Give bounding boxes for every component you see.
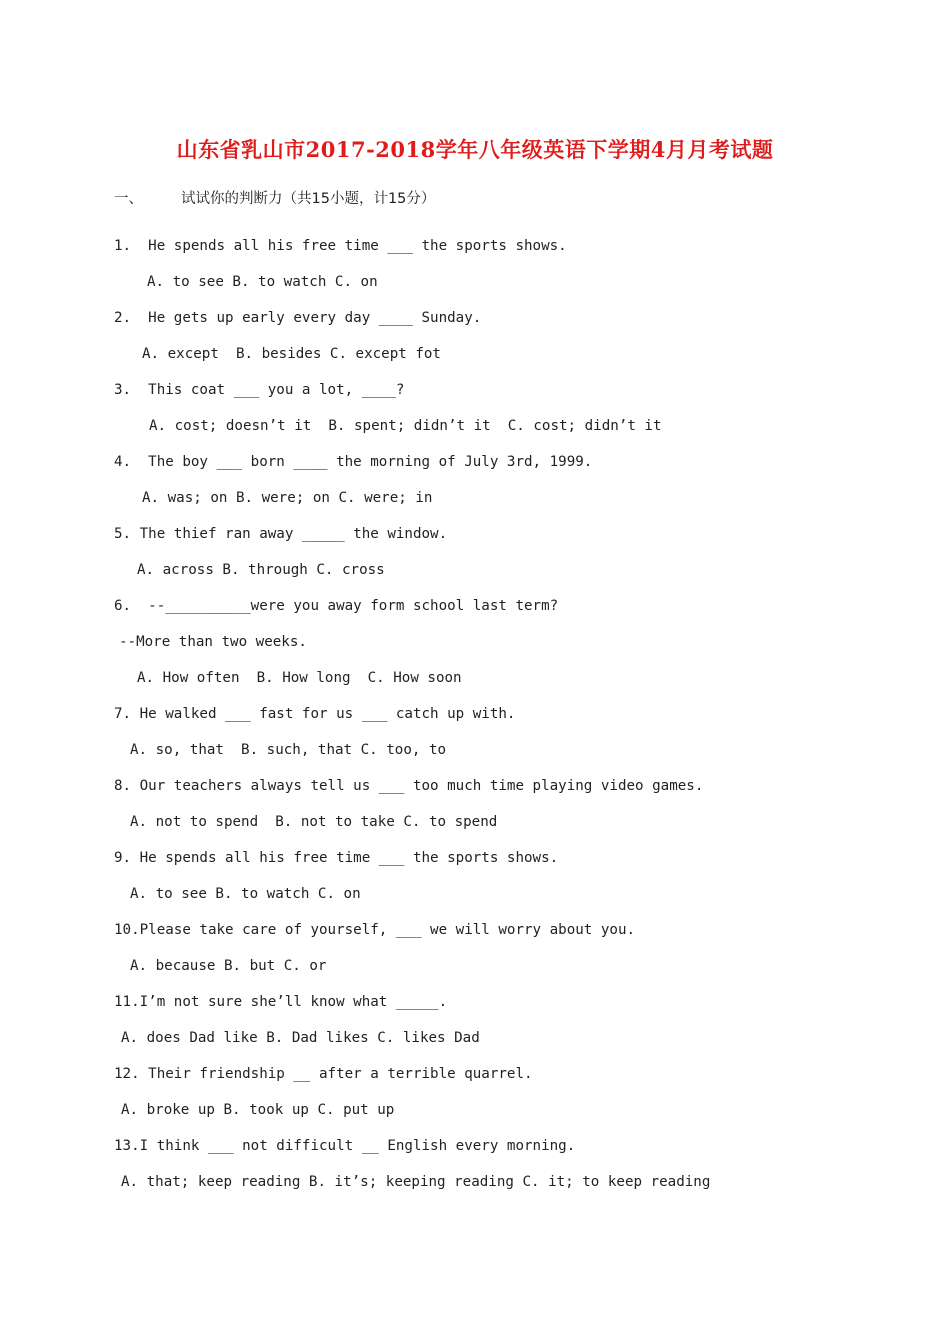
question-4: 4. The boy ___ born ____ the morning of July 3rd, 1999. bbox=[114, 454, 593, 470]
section-header bbox=[114, 187, 435, 208]
question-5: 5. The thief ran away _____ the window. bbox=[114, 526, 448, 542]
question-11: 11.I’m not sure she’ll know what _____. bbox=[114, 994, 448, 1010]
section-heading: 试试你的判断力（共15小题，计15分） bbox=[181, 191, 436, 207]
section-number: 一、 bbox=[114, 191, 143, 207]
question-12: 12. Their friendship __ after a terrible quarrel. bbox=[114, 1066, 533, 1082]
question-7: 7. He walked ___ fast for us ___ catch up with. bbox=[114, 706, 516, 722]
question-8: 8. Our teachers always tell us ___ too much time playing video games. bbox=[114, 778, 704, 794]
options-9: A. to see B. to watch C. on bbox=[130, 886, 361, 902]
options-13: A. that; keep reading B. it’s; keeping reading C. it; to keep reading bbox=[121, 1174, 711, 1190]
options-11: A. does Dad like B. Dad likes C. likes Dad bbox=[121, 1030, 480, 1046]
page-title: 山东省乳山市2017-2018学年八年级英语下学期4月月考试题 bbox=[176, 137, 774, 162]
question-13: 13.I think ___ not difficult __ English every morning. bbox=[114, 1138, 576, 1154]
options-4: A. was; on B. were; on C. were; in bbox=[142, 490, 433, 506]
options-3: A. cost; doesn’t it B. spent; didn’t it C. cost; didn’t it bbox=[149, 418, 662, 434]
question-1: 1. He spends all his free time ___ the sports shows. bbox=[114, 238, 567, 254]
options-12: A. broke up B. took up C. put up bbox=[121, 1102, 395, 1118]
options-6: A. How often B. How long C. How soon bbox=[137, 670, 462, 686]
question-10: 10.Please take care of yourself, ___ we will worry about you. bbox=[114, 922, 636, 938]
question-6: 6. --__________were you away form school last term? bbox=[114, 598, 559, 614]
question-3: 3. This coat ___ you a lot, ____? bbox=[114, 382, 405, 398]
options-8: A. not to spend B. not to take C. to spend bbox=[130, 814, 498, 830]
question-9: 9. He spends all his free time ___ the sports shows. bbox=[114, 850, 559, 866]
options-10: A. because B. but C. or bbox=[130, 958, 327, 974]
options-2: A. except B. besides C. except fot bbox=[142, 346, 441, 362]
answer-6: --More than two weeks. bbox=[119, 634, 307, 650]
question-2: 2. He gets up early every day ____ Sunday. bbox=[114, 310, 482, 326]
options-5: A. across B. through C. cross bbox=[137, 562, 385, 578]
options-1: A. to see B. to watch C. on bbox=[147, 274, 378, 290]
options-7: A. so, that B. such, that C. too, to bbox=[130, 742, 447, 758]
